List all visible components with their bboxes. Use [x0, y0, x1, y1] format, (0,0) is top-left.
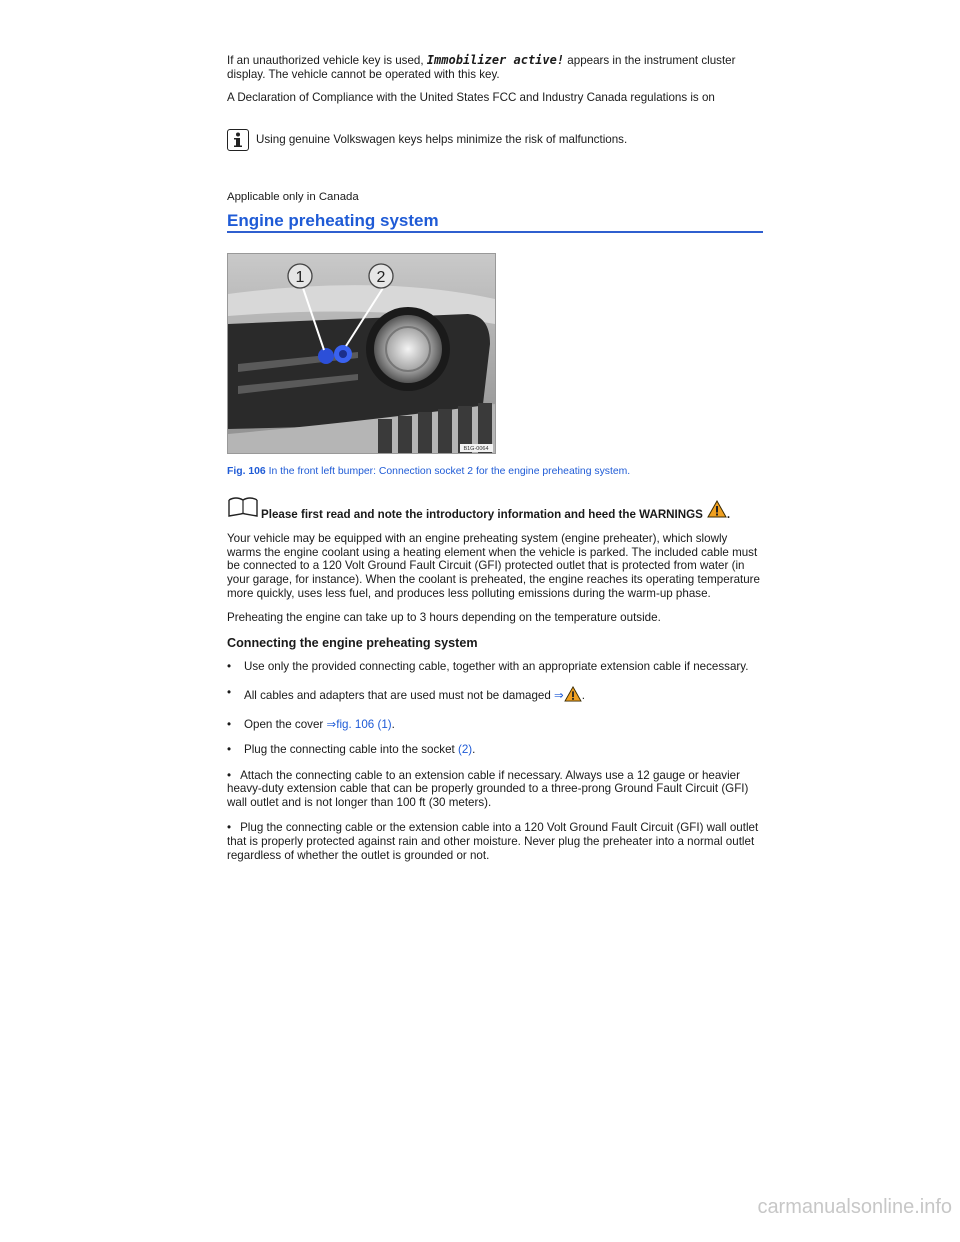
figure-bumper-socket: [227, 253, 496, 454]
list-item: [227, 743, 763, 757]
caption-text: In the front left bumper: Connection socket 2 for the engine preheating system.: [265, 465, 631, 477]
list-item: [227, 660, 763, 674]
bullet-icon: •: [227, 821, 232, 835]
list-item: [227, 686, 763, 706]
section-heading: Engine preheating system: [227, 214, 763, 233]
bullet-icon: •: [227, 743, 232, 757]
book-icon: [227, 494, 259, 522]
warning-icon[interactable]: [707, 500, 727, 522]
figure-caption: [227, 465, 763, 479]
immobilizer-paragraph: [227, 54, 763, 81]
intro-text: Please first read and note the introductory information and heed the WARNINGS: [261, 507, 703, 521]
p1-text-after: appears in the instrument cluster display. The vehicle cannot be operated with this key.: [227, 54, 736, 81]
arrow-icon[interactable]: ⇒: [554, 688, 564, 702]
intro-end: .: [726, 507, 731, 521]
immobilizer-message: Immobilizer active!: [426, 53, 565, 67]
preheat-duration: Preheating the engine can take up to 3 hours depending on the temperature outside.: [227, 611, 661, 625]
period: .: [581, 688, 585, 702]
bullet-icon: •: [227, 717, 232, 731]
note-box: [227, 129, 763, 151]
socket-link[interactable]: (2): [457, 743, 473, 757]
fcc-paragraph: A Declaration of Compliance with the United States FCC and Industry Canada regulations is on: [227, 91, 715, 105]
figure-link[interactable]: fig. 106 (1): [336, 717, 392, 731]
applicability-label: Applicable only in Canada: [227, 190, 359, 203]
intro-line: [227, 494, 763, 522]
subheading: Connecting the engine preheating system: [227, 635, 478, 650]
callout-2: 2: [376, 268, 386, 286]
item-text: Use only the provided connecting cable, together with an appropriate extension cable if necessary.: [244, 660, 749, 674]
list-item: [227, 821, 763, 862]
p1-text-before: If an unauthorized vehicle key is used,: [227, 54, 427, 67]
bullet-icon: •: [227, 768, 232, 782]
period: .: [391, 717, 395, 731]
callout-1: 1: [295, 268, 305, 286]
item-text: Plug the connecting cable or the extension cable into a 120 Volt Ground Fault Circuit (GFI) wall outlet that is properly protected against rain and other moisture. Never plug the preheater into a normal outlet regardless of whether the outlet is grounded or not.: [227, 821, 759, 862]
manual-page: [227, 54, 763, 874]
note-text: Using genuine Volkswagen keys helps minimize the risk of malfunctions.: [256, 132, 628, 146]
item-text: Open the cover: [244, 717, 327, 731]
arrow-icon: ⇒: [326, 717, 337, 731]
bullet-icon: •: [227, 685, 232, 699]
figure-code: B1G-0064: [463, 445, 489, 452]
figure-number: Fig. 106: [227, 465, 266, 477]
preheater-description: Your vehicle may be equipped with an engine preheating system (engine preheater), which slowly warms the engine coolant using a heating element when the vehicle is parked. The included cable must be connected to a 120 Volt Ground Fault Circuit (GFI) protected outlet that is protected from water (in your garage, for instance). When the coolant is preheated, the engine reaches its operating temperature more quickly, uses less fuel, and produces less polluting emissions during the warm-up phase.: [227, 532, 760, 600]
item-text: Plug the connecting cable into the socket: [244, 743, 458, 757]
item-text: All cables and adapters that are used must not be damaged: [244, 688, 555, 702]
warning-icon[interactable]: [564, 686, 582, 706]
bullet-icon: •: [227, 660, 232, 674]
item-text: Attach the connecting cable to an extension cable if necessary. Always use a 12 gauge or heavier heavy-duty extension cable that can be properly grounded to a three-prong Ground Fault Circuit (GFI) wall outlet and is not longer than 100 ft (30 meters).: [227, 768, 749, 809]
list-item: [227, 769, 763, 810]
list-item: [227, 718, 763, 732]
info-note-icon: [227, 129, 249, 151]
bumper-illustration: [228, 254, 495, 453]
instructions-list: [227, 660, 763, 862]
period: .: [472, 743, 476, 757]
watermark: carmanualsonline.info: [757, 1196, 952, 1218]
